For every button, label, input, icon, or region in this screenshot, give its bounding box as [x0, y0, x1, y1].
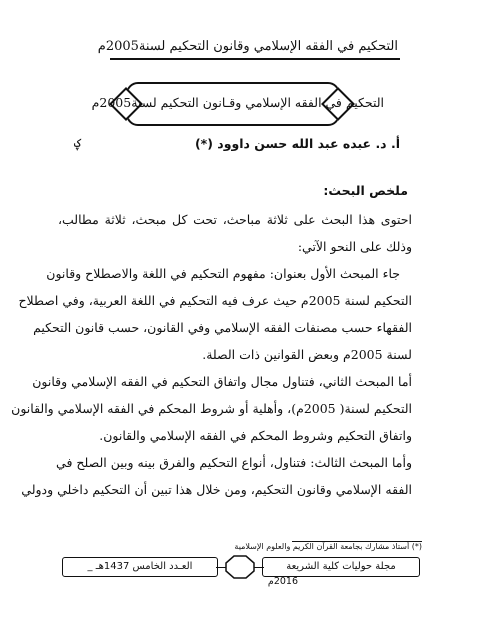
author-flourish: ؼ: [74, 136, 82, 150]
footer-journal-box: مجلة حوليات كلية الشريعة: [262, 557, 420, 577]
body-line: جاء المبحث الأول بعنوان: مفهوم التحكيم في اللغة والاصطلاح وقانون: [46, 266, 400, 281]
body-line: الفقهاء حسب مصنفات الفقه الإسلامي وفي القانون، حسب قانون التحكيم: [33, 320, 412, 335]
body-line: الفقه الإسلامي وقانون التحكيم، ومن خلال هذا تبين أن التحكيم داخلي ودولي: [21, 482, 412, 497]
footer-issue-box: العـدد الخامس 1437هـ _: [62, 557, 218, 577]
running-header: التحكيم في الفقه الإسلامي وقانون التحكيم لسنة2005م: [97, 39, 398, 54]
body-line: أما المبحث الثاني، فتناول مجال واتفاق التحكيم في الفقه الإسلامي وقانون: [32, 374, 412, 389]
body-line: احتوى هذا البحث على ثلاثة مباحث، تحت كل مبحث، ثلاثة مطالب،: [58, 212, 412, 227]
body-line: لسنة 2005م وبعض القوانين ذات الصلة.: [202, 347, 412, 362]
abstract-heading: ملخص البحث:: [323, 183, 408, 198]
body-line: التحكيم لسنة( 2005م)، وأهلية أو شروط المحكم في الفقه الإسلامي والقانون: [11, 401, 412, 416]
header-rule: [110, 58, 400, 60]
footer-year: 2016م: [267, 576, 298, 587]
body-line: وذلك على النحو الآتي:: [297, 239, 412, 254]
body-line: واتفاق التحكيم وشروط المحكم في الفقه الإسلامي والقانون.: [99, 428, 412, 443]
article-title: التحكيم في الفقه الإسلامي وقـانون التحكيم لسنة2005م: [91, 95, 384, 110]
author-name: أ. د. عبده عبد الله حسن داوود (*): [194, 136, 400, 151]
body-line: وأما المبحث الثالث: فتناول، أنواع التحكيم والفرق بينه وبين الصلح في: [56, 455, 412, 470]
author-footnote: (*) أستاذ مشارك بجامعة القرآن الكريم والعلوم الإسلامية: [234, 542, 422, 551]
body-line: التحكيم لسنة 2005م حيث عرف فيه التحكيم في اللغة العربية، وفي اصطلاح: [18, 293, 412, 308]
